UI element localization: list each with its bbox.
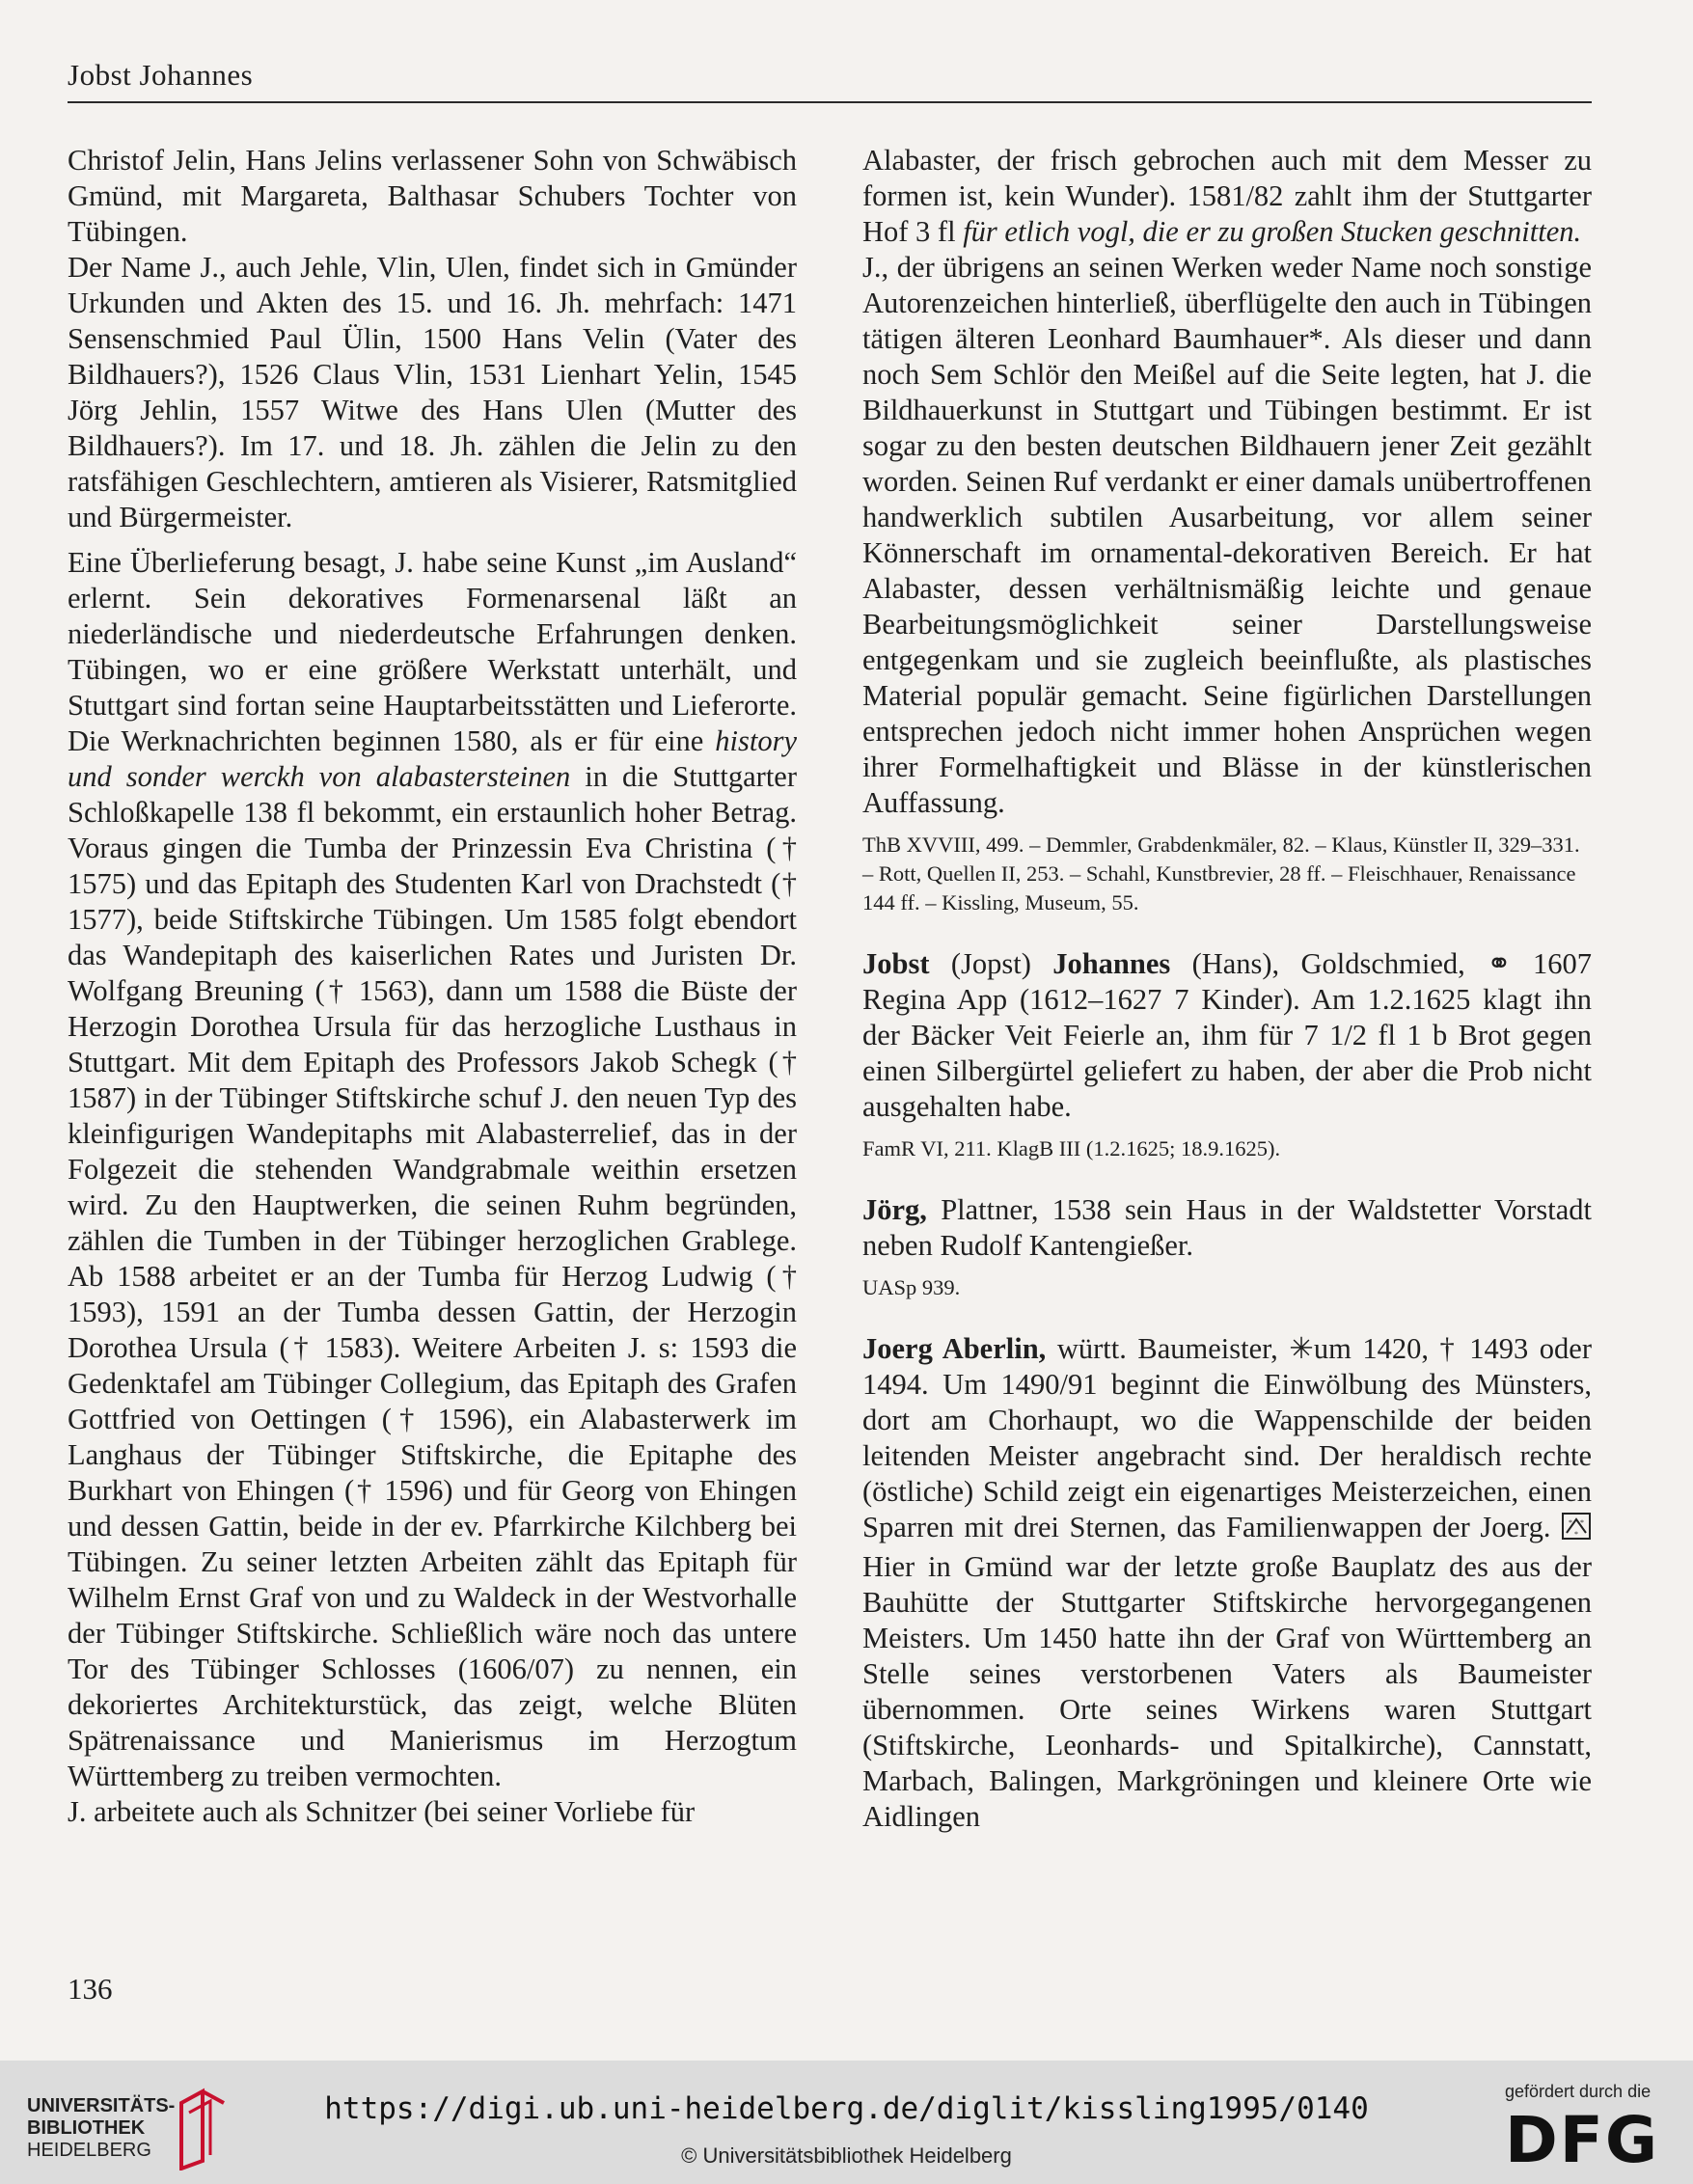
library-name-line: BIBLIOTHEK bbox=[27, 2117, 146, 2139]
entry-name: Johannes bbox=[1052, 947, 1171, 980]
header-rule bbox=[68, 101, 1592, 103]
permalink[interactable]: https://digi.ub.uni-heidelberg.de/diglit/kissling1995/0140 bbox=[324, 2091, 1369, 2126]
references: FamR VI, 211. KlagB III (1.2.1625; 18.9.1625). bbox=[862, 1136, 1281, 1160]
left-column bbox=[68, 143, 797, 1840]
text-run: Plattner, 1538 sein Haus in der Waldstetter Vorstadt neben Rudolf Kantengießer. bbox=[862, 1193, 1592, 1262]
italic-quote: history und sonder werckh von alabastersteinen bbox=[68, 724, 797, 793]
text-run: in die Stuttgarter Schloßkapelle 138 fl bekommt, ein erstaunlich hoher Betrag. Voraus gingen die Tumba der Prinzessin Eva Christina († 1575) und das Epitaph des Studenten Karl von Drachstedt († 1577), beide Stiftskirche Tübingen. Um 1585 folgt ebendort das Wandepitaph des kaiserlichen Rates und Juristen Dr. Wolfgang Breuning († 1563), dann um 1588 die Büste der Herzogin Dorothea Ursula für das herzogliche Lusthaus in Stuttgart. Mit dem Epitaph des Professors Jakob Schegk († 1587) in der Tübinger Stiftskirche schuf J. den neuen Typ des kleinfigurigen Wandepitaphs mit Alabasterrelief, das in der Folgezeit die stehenden Wandgrabmale weithin ersetzen wird. Zu den Hauptwerken, die seinen Ruhm begründen, zählen die Tumben in der Tübinger herzoglichen Grablege. Ab 1588 arbeitet er an der Tumba für Herzog Ludwig († 1593), 1591 an der Tumba dessen Gattin, der Herzogin Dorothea Ursula († 1583). Weitere Arbeiten J. s: 1593 die Gedenktafel am Tübinger Collegium, das Epitaph des Grafen Gottfried von Oettingen († 1596), ein Alabasterwerk im Langhaus der Tübinger Stiftskirche, die Epitaphe des Burkhart von Ehingen († 1596) und für Georg von Ehingen und dessen Gattin, beide in der ev. Pfarrkirche Kilchberg bei Tübingen. Zu seiner letzten Arbeiten zählt das Epitaph für Wilhelm Ernst Graf von und zu Waldeck in der Westvorhalle der Tübinger Stiftskirche. Schließlich wäre noch das untere Tor des Tübinger Schlosses (1606/07) zu nennen, ein dekoriertes Architekturstück, das zeigt, welche Blüten Spätrenaissance und Manierismus im Herzogtum Württemberg zu treiben vermochten. bbox=[68, 760, 797, 1792]
dfg-logo: DFG bbox=[1505, 2103, 1660, 2177]
references: UASp 939. bbox=[862, 1275, 961, 1299]
library-name-line: UNIVERSITÄTS- bbox=[27, 2095, 176, 2116]
running-head: Jobst Johannes bbox=[68, 58, 254, 92]
copyright-notice: © Universitätsbibliothek Heidelberg bbox=[681, 2143, 1012, 2168]
text-run: Eine Überlieferung besagt, J. habe seine Kunst „im Ausland“ erlernt. Sein dekoratives Formenarsenal läßt an niederländische und niederdeutsche Erfahrungen denken. Tübingen, wo er eine größere Werkstatt unterhält, und Stuttgart sind fortan seine Hauptarbeitsstätten und Lieferorte. Die Werknachrichten beginnen 1580, als er für eine bbox=[68, 546, 797, 757]
entry-name: Jörg, bbox=[862, 1193, 927, 1226]
page-number: 136 bbox=[68, 1972, 113, 2006]
right-column bbox=[862, 143, 1592, 1835]
text-run: (Hans), Goldschmied, ⚭ 1607 Regina App (1612–1627 7 Kinder). Am 1.2.1625 klagt ihn der Bäcker Veit Feierle an, ihm für 7 1/2 fl 1 b Brot gegen einen Silbergürtel geliefert zu haben, der aber die Prob nicht ausgehalten habe. bbox=[862, 947, 1592, 1123]
italic-quote: für etlich vogl, die er zu großen Stucken geschnitten. bbox=[963, 215, 1582, 248]
svg-text:*: * bbox=[1580, 1518, 1584, 1527]
text-run: Alabaster, der frisch gebrochen auch mit dem Messer zu formen ist, kein Wunder). 1581/82 zahlt ihm der Stuttgarter Hof 3 fl bbox=[862, 144, 1592, 248]
entry-name: Joerg Aberlin, bbox=[862, 1332, 1047, 1365]
funder-caption: gefördert durch die bbox=[1505, 2082, 1652, 2101]
paragraph bbox=[68, 545, 797, 1794]
svg-text:*: * bbox=[1574, 1530, 1578, 1539]
entry-joerg bbox=[862, 1192, 1592, 1264]
entry-jobst-johannes bbox=[862, 946, 1592, 1125]
paragraph bbox=[862, 143, 1592, 250]
paragraph: J. arbeitete auch als Schnitzer (bei seiner Vorliebe für bbox=[68, 1795, 696, 1828]
text-run: (Jopst) bbox=[929, 947, 1053, 980]
entry-joerg-aberlin bbox=[862, 1331, 1592, 1835]
paragraph: J., der übrigens an seinen Werken weder Name noch sonstige Autorenzeichen hinterließ, überflügelte den auch in Tübingen tätigen älteren Leonhard Baumhauer*. Als dieser und dann noch Sem Schlör den Meißel auf die Seite legten, hat J. die Bildhauerkunst in Stuttgart und Tübingen bestimmt. Er ist sogar zu den besten deutschen Bildhauern jener Zeit gezählt worden. Seinen Ruf verdankt er einer damals unübertroffenen handwerklich subtilen Ausarbeitung, vor allem seiner Könnerschaft im ornamental-dekorativen Bereich. Er hat Alabaster, dessen verhältnismäßig leichte und genaue Bearbeitungsmöglichkeit seiner Darstellungsweise entgegenkam und sie zugleich beeinflußte, als plastisches Material populär gemacht. Seine figürlichen Darstellungen entsprechen jedoch nicht immer hohen Ansprüchen wegen ihrer Formelhaftigkeit und Blässe in der künstlerischen Auffassung. bbox=[862, 251, 1592, 819]
text-run: Hier in Gmünd war der letzte große Bauplatz des aus der Bauhütte der Stuttgarter Stiftskirche hervorgegangenen Meisters. Um 1450 hatte ihn der Graf von Württemberg an Stelle seines verstorbenen Vaters als Baumeister übernommen. Orte seines Wirkens waren Stuttgart (Stiftskirche, Leonhards- und Spitalkirche), Cannstatt, Marbach, Balingen, Markgröningen und kleinere Orte wie Aidlingen bbox=[862, 1550, 1592, 1833]
svg-text:*: * bbox=[1569, 1518, 1572, 1527]
library-name-line: HEIDELBERG bbox=[27, 2140, 151, 2161]
references: ThB XVVIII, 499. – Demmler, Grabdenkmäler, 82. – Klaus, Künstler II, 329–331. – Rott, Quellen II, 253. – Schahl, Kunstbrevier, 28 ff. – Fleischhauer, Renaissance 144 ff. – Kissling, Museum, 55. bbox=[862, 833, 1580, 915]
paragraph: Christof Jelin, Hans Jelins verlassener Sohn von Schwäbisch Gmünd, mit Margareta, Balthasar Schubers Tochter von Tübingen. bbox=[68, 144, 797, 248]
masons-mark-icon bbox=[1561, 1512, 1592, 1549]
text-run: württ. Baumeister, ✳um 1420, † 1493 oder 1494. Um 1490/91 beginnt die Einwölbung des Münsters, dort am Chorhaupt, wo die Wappenschilde der beiden leitenden Meister angebracht sind. Der heraldisch rechte (östliche) Schild zeigt ein eigenartiges Meisterzeichen, einen Sparren mit drei Sternen, das Familienwappen der Joerg. bbox=[862, 1332, 1592, 1543]
paragraph: Der Name J., auch Jehle, Vlin, Ulen, findet sich in Gmünder Urkunden und Akten des 15. und 16. Jh. mehrfach: 1471 Sensenschmied Paul Ülin, 1500 Hans Velin (Vater des Bildhauers?), 1526 Claus Vlin, 1531 Lienhart Yelin, 1545 Jörg Jehlin, 1557 Witwe des Hans Ulen (Mutter des Bildhauers?). Im 17. und 18. Jh. zählen die Jelin zu den ratsfähigen Geschlechtern, amtieren als Visierer, Ratsmitglied und Bürgermeister. bbox=[68, 251, 797, 533]
entry-name: Jobst bbox=[862, 947, 930, 980]
